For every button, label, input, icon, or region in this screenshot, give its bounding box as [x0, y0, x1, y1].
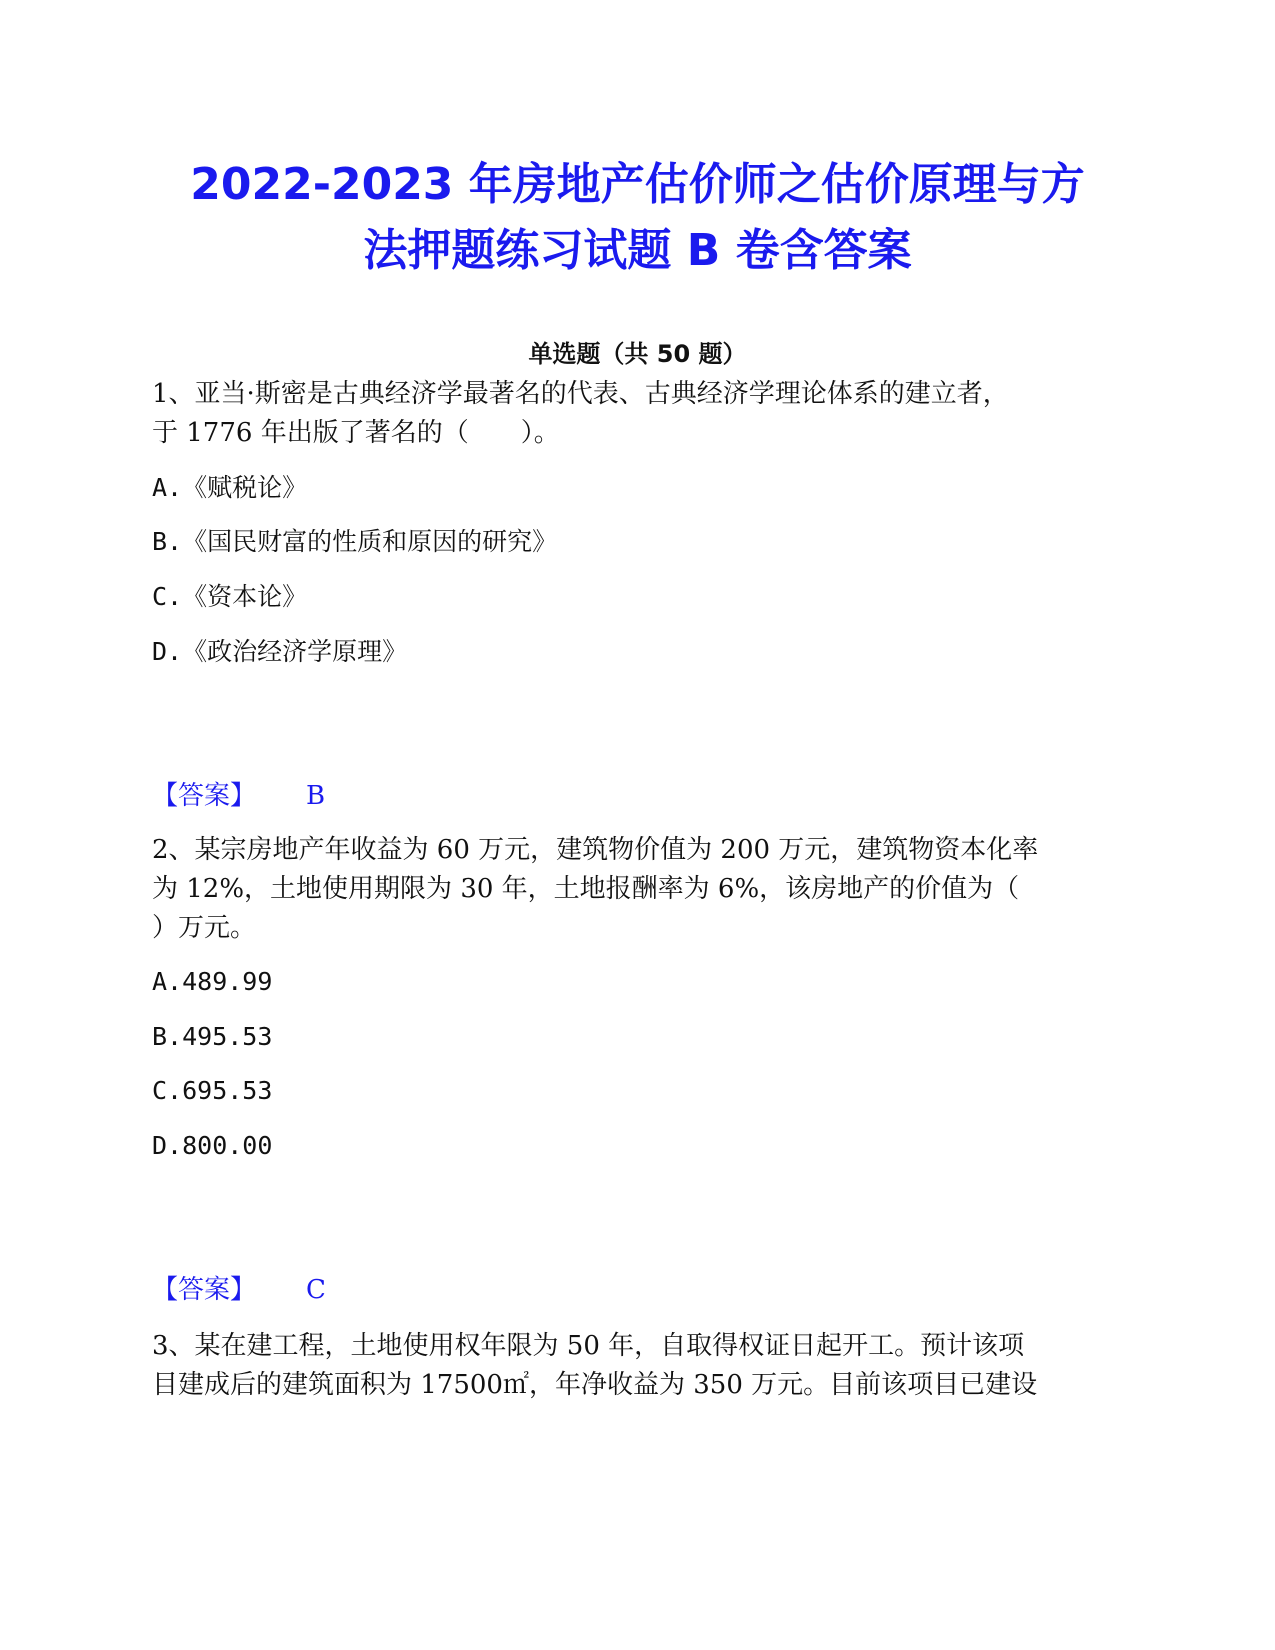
question-2-answer — [152, 1270, 326, 1310]
question-1-option-d: D.《政治经济学原理》 — [152, 637, 408, 666]
document-title-line-1: 2022-2023 年房地产估价师之估价原理与方 — [190, 159, 1085, 210]
question-1-option-b: B.《国民财富的性质和原因的研究》 — [152, 527, 558, 556]
question-2-line-3: ）万元。 — [152, 913, 257, 943]
answer-label: 【答案】 — [152, 1275, 257, 1305]
question-3-line-1: 3、某在建工程，土地使用权年限为 50 年，自取得权证日起开工。预计该项 — [152, 1331, 1025, 1361]
question-1-option-c: C.《资本论》 — [152, 582, 308, 611]
question-2-option-d: D.800.00 — [152, 1131, 273, 1160]
question-3-line-2: 目建成后的建筑面积为 17500㎡，年净收益为 350 万元。目前该项目已建设 — [152, 1370, 1038, 1400]
question-2-option-b: B.495.53 — [152, 1022, 273, 1051]
question-2-line-2: 为 12%，土地使用期限为 30 年，土地报酬率为 6%，该房地产的价值为（ — [152, 874, 1020, 904]
question-2-line-1: 2、某宗房地产年收益为 60 万元，建筑物价值为 200 万元，建筑物资本化率 — [152, 835, 1039, 865]
question-1-line-1: 1、亚当·斯密是古典经济学最著名的代表、古典经济学理论体系的建立者， — [152, 379, 1009, 409]
answer-label: 【答案】 — [152, 781, 257, 811]
question-1-option-a: A.《赋税论》 — [152, 473, 308, 502]
question-1-answer — [152, 776, 325, 816]
answer-value: C — [306, 1275, 326, 1305]
question-2-option-c: C.695.53 — [152, 1076, 273, 1105]
answer-value: B — [306, 781, 326, 811]
section-heading: 单选题（共 50 题） — [528, 340, 747, 368]
document-title-line-2: 法押题练习试题 B 卷含答案 — [363, 225, 912, 276]
question-2-option-a: A.489.99 — [152, 967, 273, 996]
question-1-line-2: 于 1776 年出版了著名的（ ）。 — [152, 418, 560, 448]
